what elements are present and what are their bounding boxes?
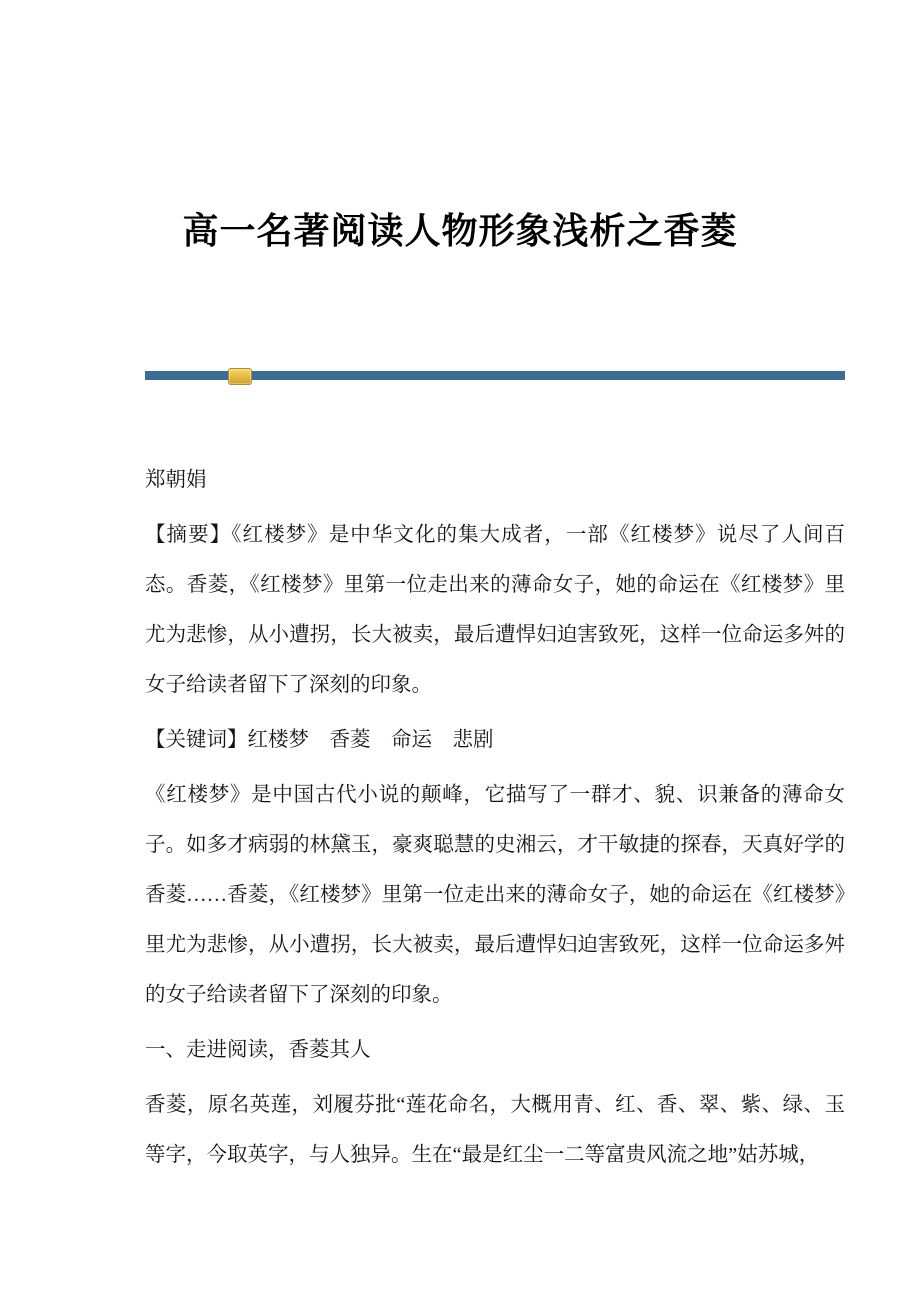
document-title: 高一名著阅读人物形象浅析之香菱 [182,211,738,251]
seal-icon [228,368,252,385]
paragraph: 《红楼梦》是中国古代小说的颠峰，它描写了一群才、貌、识兼备的薄命女子。如多才病弱的林黛玉，豪爽聪慧的史湘云，才干敏捷的探春，天真好学的香菱……香菱，《红楼梦》里第一位走出来的薄命女子，她的命运在《红楼梦》里尤为悲惨，从小遭拐，长大被卖，最后遭悍妇迫害致死，这样一位命运多舛的女子给读者留下了深刻的印象。 [145,784,845,1006]
author-name: 郑朝娟 [145,469,207,491]
article-body [145,455,845,1185]
section-heading: 一、走进阅读，香菱其人 [145,1039,371,1061]
paragraph: 【摘要】《红楼梦》是中华文化的集大成者，一部《红楼梦》说尽了人间百态。香菱，《红楼梦》里第一位走出来的薄命女子，她的命运在《红楼梦》里尤为悲惨，从小遭拐，长大被卖，最后遭悍妇迫害致死，这样一位命运多舛的女子给读者留下了深刻的印象。 [145,524,845,696]
paragraph: 【关键词】红楼梦 香菱 命运 悲剧 [145,729,494,751]
paragraph: 香菱，原名英莲，刘履芬批“莲花命名，大概用青、红、香、翠、紫、绿、玉等字，今取英字，与人独异。生在“最是红尘一二等富贵风流之地”姑苏城， [145,1094,845,1166]
